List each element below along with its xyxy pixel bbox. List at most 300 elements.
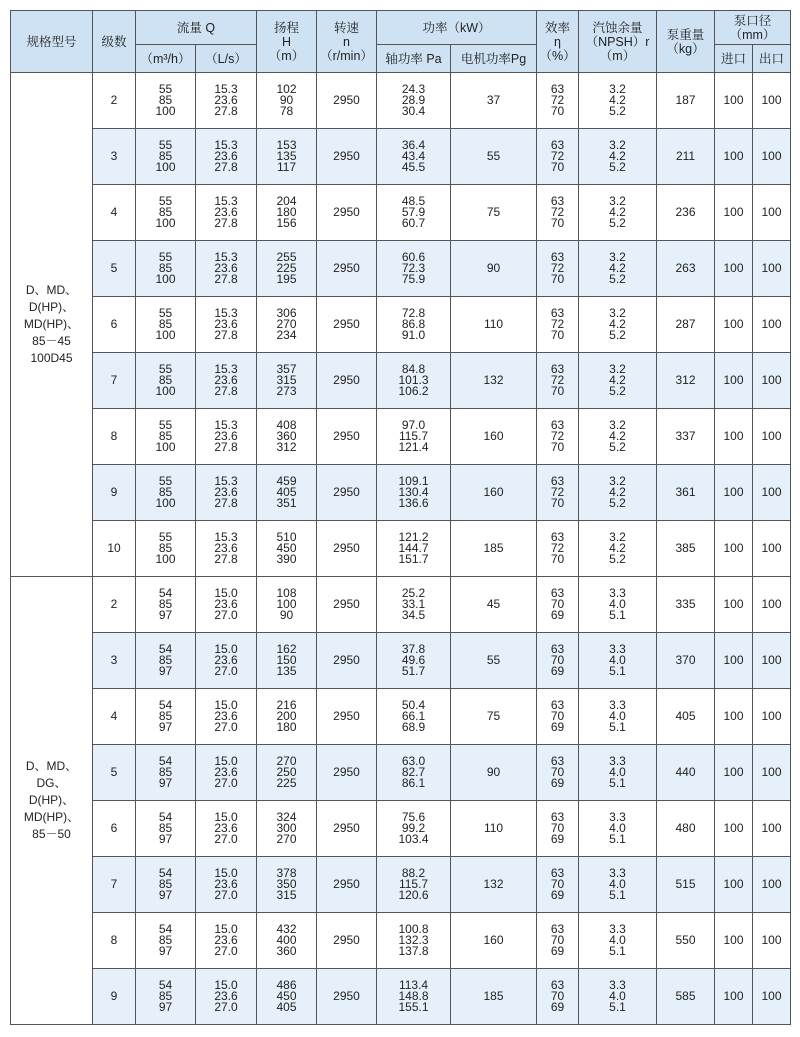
- weight-cell: 337: [657, 409, 715, 465]
- table-row: [11, 969, 791, 1025]
- stage-cell: 7: [93, 353, 136, 409]
- header-model: 规格型号: [11, 11, 93, 73]
- efficiency-cell: [537, 521, 579, 577]
- flow-ls-cell-value: 23.6: [214, 261, 238, 275]
- shaft-power-cell-value: 155.1: [398, 1000, 429, 1014]
- efficiency-cell-value: 70: [550, 653, 565, 667]
- speed-cell: 2950: [317, 241, 377, 297]
- speed-cell: 2950: [317, 801, 377, 857]
- flow-m3h-cell-value: 55: [158, 362, 173, 376]
- flow-m3h-cell-value: 54: [158, 586, 173, 600]
- npsh-cell: [579, 801, 657, 857]
- flow-m3h-cell: [136, 129, 196, 185]
- stage-cell: 9: [93, 969, 136, 1025]
- shaft-power-cell-value: 50.4: [401, 698, 426, 712]
- flow-ls-cell-value: 15.0: [214, 754, 238, 768]
- motor-power-cell: 185: [451, 521, 537, 577]
- flow-ls-cell-value: 15.3: [214, 250, 238, 264]
- flow-m3h-cell-value: 54: [158, 866, 173, 880]
- efficiency-cell-value: 70: [550, 821, 565, 835]
- flow-ls-cell-value: 23.6: [214, 541, 238, 555]
- inlet-cell: 100: [715, 73, 753, 129]
- efficiency-cell: [537, 969, 579, 1025]
- shaft-power-cell-value: 43.4: [401, 149, 426, 163]
- flow-m3h-cell-value: 85: [158, 373, 173, 387]
- efficiency-cell-value: 63: [550, 362, 565, 376]
- flow-ls-cell-value: 23.6: [214, 429, 238, 443]
- header-head: 扬程 H （m）: [257, 11, 317, 73]
- efficiency-cell-value: 70: [550, 765, 565, 779]
- npsh-cell: [579, 353, 657, 409]
- efficiency-cell-value: 70: [550, 272, 565, 286]
- head-cell-value: 102: [276, 82, 297, 96]
- shaft-power-cell-value: 30.4: [401, 104, 426, 118]
- flow-ls-cell: [196, 353, 257, 409]
- head-cell: [257, 857, 317, 913]
- npsh-cell-value: 3.3: [609, 698, 626, 712]
- model-line: 85－45: [32, 334, 71, 348]
- npsh-cell: [579, 745, 657, 801]
- flow-ls-cell-value: 23.6: [214, 989, 238, 1003]
- weight-cell: 405: [657, 689, 715, 745]
- npsh-cell: [579, 857, 657, 913]
- efficiency-cell-value: 63: [550, 754, 565, 768]
- efficiency-cell-value: 70: [550, 216, 565, 230]
- efficiency-cell: [537, 913, 579, 969]
- flow-ls-cell: [196, 297, 257, 353]
- head-cell-value: 90: [279, 608, 294, 622]
- motor-power-cell: 110: [451, 297, 537, 353]
- flow-m3h-cell-value: 54: [158, 922, 173, 936]
- npsh-cell: [579, 689, 657, 745]
- head-cell-value: 150: [276, 653, 297, 667]
- npsh-cell-value: 5.2: [609, 440, 626, 454]
- flow-m3h-cell-value: 55: [158, 194, 173, 208]
- speed-cell: 2950: [317, 521, 377, 577]
- stage-cell: 5: [93, 241, 136, 297]
- header-motor-power: 电机功率Pg: [451, 45, 537, 73]
- npsh-cell: [579, 577, 657, 633]
- head-cell: [257, 409, 317, 465]
- weight-cell: 440: [657, 745, 715, 801]
- speed-cell: 2950: [317, 969, 377, 1025]
- flow-m3h-cell: [136, 689, 196, 745]
- table-row: [11, 465, 791, 521]
- flow-m3h-cell: [136, 465, 196, 521]
- shaft-power-cell-value: 97.0: [401, 418, 426, 432]
- shaft-power-cell-value: 100.8: [398, 922, 429, 936]
- efficiency-cell-value: 69: [550, 664, 565, 678]
- npsh-cell-value: 4.0: [609, 821, 626, 835]
- outlet-cell: 100: [753, 689, 791, 745]
- flow-ls-cell-value: 15.0: [214, 922, 238, 936]
- shaft-power-cell-value: 115.7: [398, 877, 429, 891]
- head-cell-value: 450: [276, 989, 297, 1003]
- npsh-cell-value: 3.2: [609, 362, 626, 376]
- flow-ls-cell-value: 23.6: [214, 317, 238, 331]
- flow-m3h-cell: [136, 577, 196, 633]
- inlet-cell: 100: [715, 913, 753, 969]
- flow-m3h-cell-value: 100: [155, 104, 176, 118]
- efficiency-cell-value: 63: [550, 474, 565, 488]
- shaft-power-cell-value: 91.0: [401, 328, 426, 342]
- head-cell-value: 312: [276, 440, 297, 454]
- efficiency-cell-value: 70: [550, 709, 565, 723]
- efficiency-cell-value: 63: [550, 642, 565, 656]
- shaft-power-cell-value: 57.9: [401, 205, 426, 219]
- flow-m3h-cell-value: 97: [158, 1000, 173, 1014]
- inlet-cell: 100: [715, 689, 753, 745]
- head-cell-value: 378: [276, 866, 297, 880]
- npsh-cell-value: 3.3: [609, 642, 626, 656]
- flow-ls-cell: [196, 913, 257, 969]
- shaft-power-cell-value: 115.7: [398, 429, 429, 443]
- flow-m3h-cell-value: 55: [158, 82, 173, 96]
- table-row: [11, 689, 791, 745]
- flow-m3h-cell: [136, 745, 196, 801]
- shaft-power-cell: [377, 297, 451, 353]
- efficiency-cell-value: 69: [550, 1000, 565, 1014]
- motor-power-cell: 55: [451, 129, 537, 185]
- head-cell-value: 225: [276, 261, 297, 275]
- head-cell-value: 432: [276, 922, 297, 936]
- motor-power-cell: 90: [451, 745, 537, 801]
- npsh-cell-value: 3.3: [609, 586, 626, 600]
- flow-m3h-cell-value: 97: [158, 608, 173, 622]
- shaft-power-cell-value: 137.8: [398, 944, 429, 958]
- shaft-power-cell-value: 37.8: [401, 642, 426, 656]
- header-flow: 流量 Q: [136, 11, 257, 45]
- efficiency-cell-value: 70: [550, 384, 565, 398]
- efficiency-cell: [537, 577, 579, 633]
- npsh-cell: [579, 73, 657, 129]
- head-cell-value: 162: [276, 642, 297, 656]
- head-cell-value: 250: [276, 765, 297, 779]
- flow-m3h-cell-value: 85: [158, 765, 173, 779]
- shaft-power-cell-value: 103.4: [398, 832, 429, 846]
- shaft-power-cell-value: 60.7: [401, 216, 426, 230]
- table-row: [11, 73, 791, 129]
- flow-ls-cell-value: 27.8: [214, 104, 238, 118]
- speed-cell: 2950: [317, 353, 377, 409]
- head-cell: [257, 521, 317, 577]
- table-row: [11, 633, 791, 689]
- head-cell-value: 400: [276, 933, 297, 947]
- shaft-power-cell-value: 121.2: [398, 530, 429, 544]
- speed-cell: 2950: [317, 409, 377, 465]
- npsh-cell: [579, 913, 657, 969]
- head-cell-value: 90: [279, 93, 294, 107]
- efficiency-cell-value: 69: [550, 720, 565, 734]
- inlet-cell: 100: [715, 801, 753, 857]
- outlet-cell: 100: [753, 353, 791, 409]
- weight-cell: 480: [657, 801, 715, 857]
- inlet-cell: 100: [715, 969, 753, 1025]
- shaft-power-cell-value: 99.2: [401, 821, 426, 835]
- speed-cell: 2950: [317, 689, 377, 745]
- efficiency-cell-value: 70: [550, 440, 565, 454]
- efficiency-cell: [537, 73, 579, 129]
- npsh-cell-value: 5.2: [609, 160, 626, 174]
- efficiency-cell-value: 70: [550, 552, 565, 566]
- efficiency-cell-value: 72: [550, 149, 565, 163]
- inlet-cell: 100: [715, 857, 753, 913]
- outlet-cell: 100: [753, 521, 791, 577]
- header-flow-m3h: （m³/h）: [136, 45, 196, 73]
- npsh-cell-value: 4.0: [609, 989, 626, 1003]
- model-line: 100D45: [30, 351, 73, 365]
- flow-m3h-cell-value: 97: [158, 720, 173, 734]
- weight-cell: 515: [657, 857, 715, 913]
- efficiency-cell-value: 72: [550, 485, 565, 499]
- outlet-cell: 100: [753, 577, 791, 633]
- flow-m3h-cell-value: 85: [158, 261, 173, 275]
- npsh-cell-value: 5.1: [609, 608, 626, 622]
- shaft-power-cell-value: 113.4: [398, 978, 429, 992]
- npsh-cell-value: 4.2: [609, 93, 626, 107]
- stage-cell: 8: [93, 409, 136, 465]
- header-outlet: 出口: [753, 45, 791, 73]
- shaft-power-cell: [377, 185, 451, 241]
- flow-ls-cell-value: 23.6: [214, 373, 238, 387]
- shaft-power-cell: [377, 689, 451, 745]
- shaft-power-cell: [377, 409, 451, 465]
- flow-ls-cell-value: 15.0: [214, 810, 238, 824]
- efficiency-cell-value: 69: [550, 944, 565, 958]
- outlet-cell: 100: [753, 185, 791, 241]
- weight-cell: 585: [657, 969, 715, 1025]
- flow-ls-cell-value: 27.0: [214, 832, 238, 846]
- npsh-cell-value: 4.2: [609, 149, 626, 163]
- shaft-power-cell-value: 68.9: [401, 720, 426, 734]
- outlet-cell: 100: [753, 633, 791, 689]
- flow-m3h-cell-value: 55: [158, 474, 173, 488]
- npsh-cell-value: 5.2: [609, 384, 626, 398]
- flow-ls-cell-value: 27.8: [214, 272, 238, 286]
- table-row: [11, 745, 791, 801]
- npsh-cell-value: 5.1: [609, 832, 626, 846]
- flow-ls-cell-value: 15.3: [214, 418, 238, 432]
- weight-cell: 211: [657, 129, 715, 185]
- flow-m3h-cell-value: 55: [158, 306, 173, 320]
- weight-cell: 550: [657, 913, 715, 969]
- efficiency-cell: [537, 857, 579, 913]
- shaft-power-cell: [377, 745, 451, 801]
- head-cell: [257, 353, 317, 409]
- shaft-power-cell-value: 86.1: [401, 776, 426, 790]
- head-cell-value: 270: [276, 832, 297, 846]
- flow-m3h-cell: [136, 801, 196, 857]
- npsh-cell-value: 4.2: [609, 373, 626, 387]
- npsh-cell-value: 5.1: [609, 944, 626, 958]
- outlet-cell: 100: [753, 857, 791, 913]
- flow-m3h-cell-value: 55: [158, 418, 173, 432]
- efficiency-cell-value: 72: [550, 317, 565, 331]
- shaft-power-cell: [377, 801, 451, 857]
- shaft-power-cell-value: 51.7: [401, 664, 426, 678]
- outlet-cell: 100: [753, 409, 791, 465]
- inlet-cell: 100: [715, 745, 753, 801]
- flow-ls-cell-value: 27.8: [214, 328, 238, 342]
- shaft-power-cell-value: 109.1: [398, 474, 429, 488]
- head-cell: [257, 129, 317, 185]
- flow-m3h-cell-value: 85: [158, 653, 173, 667]
- shaft-power-cell-value: 72.3: [401, 261, 426, 275]
- outlet-cell: 100: [753, 129, 791, 185]
- flow-ls-cell-value: 15.0: [214, 978, 238, 992]
- table-row: [11, 857, 791, 913]
- efficiency-cell-value: 72: [550, 261, 565, 275]
- flow-m3h-cell-value: 85: [158, 205, 173, 219]
- model-line: MD(HP)、: [23, 317, 80, 331]
- flow-ls-cell: [196, 577, 257, 633]
- efficiency-cell: [537, 465, 579, 521]
- flow-ls-cell-value: 15.3: [214, 474, 238, 488]
- npsh-cell-value: 3.2: [609, 82, 626, 96]
- header-flow-ls: （L/s）: [196, 45, 257, 73]
- head-cell-value: 108: [276, 586, 297, 600]
- head-cell-value: 100: [276, 597, 297, 611]
- flow-m3h-cell: [136, 913, 196, 969]
- head-cell-value: 360: [276, 944, 297, 958]
- efficiency-cell-value: 72: [550, 205, 565, 219]
- head-cell-value: 180: [276, 205, 297, 219]
- head-cell-value: 270: [276, 754, 297, 768]
- npsh-cell: [579, 129, 657, 185]
- shaft-power-cell-value: 72.8: [401, 306, 426, 320]
- flow-m3h-cell-value: 54: [158, 698, 173, 712]
- head-cell-value: 324: [276, 810, 297, 824]
- flow-ls-cell: [196, 745, 257, 801]
- shaft-power-cell-value: 84.8: [401, 362, 426, 376]
- motor-power-cell: 90: [451, 241, 537, 297]
- speed-cell: 2950: [317, 297, 377, 353]
- shaft-power-cell-value: 151.7: [398, 552, 429, 566]
- motor-power-cell: 160: [451, 465, 537, 521]
- efficiency-cell-value: 63: [550, 586, 565, 600]
- head-cell: [257, 241, 317, 297]
- outlet-cell: 100: [753, 241, 791, 297]
- shaft-power-cell-value: 66.1: [401, 709, 426, 723]
- table-row: [11, 129, 791, 185]
- flow-m3h-cell-value: 97: [158, 832, 173, 846]
- head-cell: [257, 745, 317, 801]
- flow-ls-cell-value: 27.8: [214, 496, 238, 510]
- flow-ls-cell: [196, 857, 257, 913]
- efficiency-cell-value: 70: [550, 160, 565, 174]
- motor-power-cell: 45: [451, 577, 537, 633]
- flow-m3h-cell-value: 100: [155, 160, 176, 174]
- flow-m3h-cell-value: 54: [158, 978, 173, 992]
- head-cell: [257, 465, 317, 521]
- flow-m3h-cell-value: 85: [158, 821, 173, 835]
- weight-cell: 312: [657, 353, 715, 409]
- flow-m3h-cell-value: 100: [155, 272, 176, 286]
- flow-ls-cell-value: 27.0: [214, 888, 238, 902]
- flow-ls-cell: [196, 409, 257, 465]
- flow-m3h-cell-value: 85: [158, 485, 173, 499]
- shaft-power-cell-value: 48.5: [401, 194, 426, 208]
- npsh-cell-value: 5.1: [609, 664, 626, 678]
- flow-m3h-cell: [136, 185, 196, 241]
- npsh-cell: [579, 521, 657, 577]
- flow-m3h-cell-value: 55: [158, 250, 173, 264]
- flow-m3h-cell: [136, 969, 196, 1025]
- motor-power-cell: 132: [451, 353, 537, 409]
- head-cell-value: 135: [276, 664, 297, 678]
- head-cell-value: 78: [279, 104, 294, 118]
- flow-ls-cell-value: 15.3: [214, 138, 238, 152]
- efficiency-cell-value: 63: [550, 698, 565, 712]
- efficiency-cell-value: 63: [550, 138, 565, 152]
- npsh-cell-value: 4.2: [609, 429, 626, 443]
- head-cell-value: 234: [276, 328, 297, 342]
- efficiency-cell-value: 72: [550, 373, 565, 387]
- flow-ls-cell-value: 23.6: [214, 205, 238, 219]
- shaft-power-cell-value: 106.2: [398, 384, 429, 398]
- stage-cell: 2: [93, 577, 136, 633]
- head-cell-value: 273: [276, 384, 297, 398]
- flow-m3h-cell-value: 85: [158, 317, 173, 331]
- model-cell: [11, 73, 93, 577]
- flow-m3h-cell-value: 100: [155, 440, 176, 454]
- flow-ls-cell-value: 15.3: [214, 194, 238, 208]
- shaft-power-cell-value: 75.9: [401, 272, 426, 286]
- npsh-cell-value: 5.1: [609, 776, 626, 790]
- efficiency-cell: [537, 633, 579, 689]
- head-cell-value: 306: [276, 306, 297, 320]
- shaft-power-cell-value: 121.4: [398, 440, 429, 454]
- flow-ls-cell: [196, 521, 257, 577]
- head-cell-value: 153: [276, 138, 297, 152]
- npsh-cell-value: 4.0: [609, 933, 626, 947]
- npsh-cell-value: 3.2: [609, 530, 626, 544]
- table-row: [11, 801, 791, 857]
- efficiency-cell-value: 63: [550, 418, 565, 432]
- shaft-power-cell-value: 63.0: [401, 754, 426, 768]
- npsh-cell-value: 4.2: [609, 261, 626, 275]
- efficiency-cell-value: 63: [550, 530, 565, 544]
- shaft-power-cell-value: 148.8: [398, 989, 429, 1003]
- efficiency-cell: [537, 409, 579, 465]
- motor-power-cell: 160: [451, 913, 537, 969]
- efficiency-cell-value: 72: [550, 541, 565, 555]
- motor-power-cell: 55: [451, 633, 537, 689]
- table-row: [11, 521, 791, 577]
- efficiency-cell-value: 70: [550, 104, 565, 118]
- head-cell-value: 405: [276, 1000, 297, 1014]
- flow-ls-cell-value: 15.3: [214, 82, 238, 96]
- table-row: [11, 353, 791, 409]
- efficiency-cell-value: 69: [550, 608, 565, 622]
- head-cell-value: 156: [276, 216, 297, 230]
- shaft-power-cell-value: 34.5: [401, 608, 426, 622]
- efficiency-cell-value: 69: [550, 776, 565, 790]
- head-cell-value: 450: [276, 541, 297, 555]
- head-cell: [257, 913, 317, 969]
- npsh-cell-value: 3.3: [609, 754, 626, 768]
- header-shaft-power: 轴功率 Pa: [377, 45, 451, 73]
- weight-cell: 236: [657, 185, 715, 241]
- motor-power-cell: 160: [451, 409, 537, 465]
- head-cell-value: 195: [276, 272, 297, 286]
- model-line: D(HP)、: [28, 793, 75, 807]
- flow-m3h-cell-value: 100: [155, 552, 176, 566]
- npsh-cell-value: 3.2: [609, 250, 626, 264]
- flow-m3h-cell-value: 97: [158, 664, 173, 678]
- efficiency-cell-value: 63: [550, 810, 565, 824]
- motor-power-cell: 132: [451, 857, 537, 913]
